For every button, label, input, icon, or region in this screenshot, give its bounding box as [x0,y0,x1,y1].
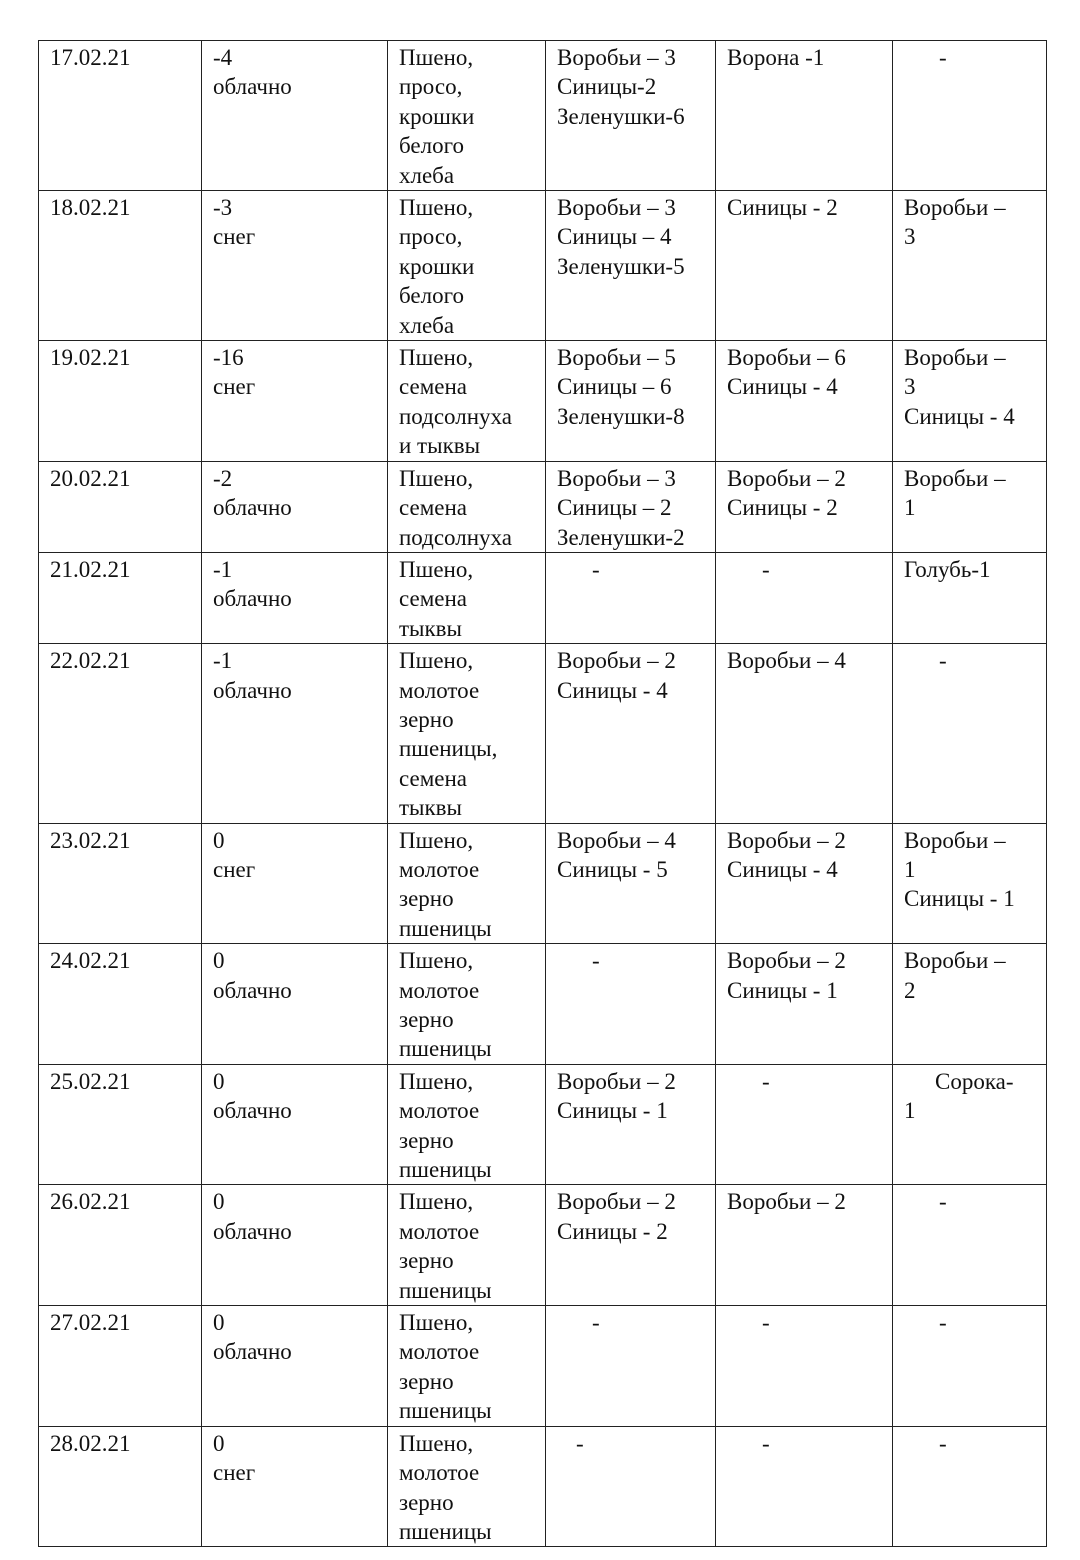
weather-cell: 0 облачно [202,1185,388,1306]
evening-birds-cell: - [893,1306,1047,1427]
food-cell: Пшено, семена тыквы [388,552,546,643]
morning-birds-cell: Воробьи – 4 Синицы - 5 [546,823,716,944]
date-cell: 18.02.21 [39,191,202,341]
weather-cell: -16 снег [202,341,388,462]
day-birds-cell: Воробьи – 6 Синицы - 4 [716,341,893,462]
date-cell: 17.02.21 [39,41,202,191]
weather-cell: 0 снег [202,823,388,944]
weather-cell: -3 снег [202,191,388,341]
bird-feeding-table [38,40,1047,1547]
date-cell: 28.02.21 [39,1426,202,1547]
morning-birds-cell: - [546,1426,716,1547]
weather-cell: -4 облачно [202,41,388,191]
morning-birds-cell: - [546,552,716,643]
weather-cell: 0 облачно [202,1064,388,1185]
day-birds-cell: Синицы - 2 [716,191,893,341]
weather-cell: -2 облачно [202,461,388,552]
table-row [39,1185,1047,1306]
evening-birds-cell: Воробьи – 3 Синицы - 4 [893,341,1047,462]
evening-birds-cell: Воробьи – 1 Синицы - 1 [893,823,1047,944]
date-cell: 23.02.21 [39,823,202,944]
evening-birds-cell: Воробьи – 2 [893,944,1047,1065]
table-row [39,644,1047,823]
table-row [39,191,1047,341]
table-row [39,1306,1047,1427]
evening-birds-cell: - [893,1426,1047,1547]
evening-birds-cell: - [893,41,1047,191]
table-row [39,461,1047,552]
evening-birds-cell: Голубь-1 [893,552,1047,643]
date-cell: 24.02.21 [39,944,202,1065]
date-cell: 20.02.21 [39,461,202,552]
table-body [39,41,1047,1547]
morning-birds-cell: Воробьи – 2 Синицы - 4 [546,644,716,823]
evening-birds-cell: - [893,1185,1047,1306]
day-birds-cell: Воробьи – 2 Синицы - 4 [716,823,893,944]
table-row [39,341,1047,462]
morning-birds-cell: Воробьи – 3 Синицы – 4 Зеленушки-5 [546,191,716,341]
table-row [39,823,1047,944]
morning-birds-cell: - [546,944,716,1065]
table-row [39,552,1047,643]
day-birds-cell: Воробьи – 4 [716,644,893,823]
food-cell: Пшено, молотое зерно пшеницы [388,1064,546,1185]
evening-birds-cell: - [893,644,1047,823]
day-birds-cell: - [716,1426,893,1547]
date-cell: 21.02.21 [39,552,202,643]
food-cell: Пшено, молотое зерно пшеницы [388,1185,546,1306]
day-birds-cell: - [716,1064,893,1185]
table-row [39,1426,1047,1547]
morning-birds-cell: Воробьи – 3 Синицы – 2 Зеленушки-2 [546,461,716,552]
food-cell: Пшено, молотое зерно пшеницы, семена тыквы [388,644,546,823]
table-row [39,944,1047,1065]
weather-cell: 0 облачно [202,1306,388,1427]
day-birds-cell: Воробьи – 2 [716,1185,893,1306]
day-birds-cell: Воробьи – 2 Синицы - 2 [716,461,893,552]
weather-cell: -1 облачно [202,644,388,823]
weather-cell: 0 облачно [202,944,388,1065]
evening-birds-cell: Воробьи – 1 [893,461,1047,552]
food-cell: Пшено, семена подсолнуха [388,461,546,552]
date-cell: 27.02.21 [39,1306,202,1427]
morning-birds-cell: Воробьи – 2 Синицы - 1 [546,1064,716,1185]
food-cell: Пшено, молотое зерно пшеницы [388,1426,546,1547]
date-cell: 22.02.21 [39,644,202,823]
food-cell: Пшено, просо, крошки белого хлеба [388,191,546,341]
date-cell: 19.02.21 [39,341,202,462]
date-cell: 25.02.21 [39,1064,202,1185]
morning-birds-cell: - [546,1306,716,1427]
weather-cell: 0 снег [202,1426,388,1547]
evening-birds-cell: Сорока- 1 [893,1064,1047,1185]
morning-birds-cell: Воробьи – 2 Синицы - 2 [546,1185,716,1306]
morning-birds-cell: Воробьи – 3 Синицы-2 Зеленушки-6 [546,41,716,191]
food-cell: Пшено, семена подсолнуха и тыквы [388,341,546,462]
food-cell: Пшено, молотое зерно пшеницы [388,823,546,944]
table-row [39,1064,1047,1185]
morning-birds-cell: Воробьи – 5 Синицы – 6 Зеленушки-8 [546,341,716,462]
food-cell: Пшено, молотое зерно пшеницы [388,944,546,1065]
date-cell: 26.02.21 [39,1185,202,1306]
food-cell: Пшено, просо, крошки белого хлеба [388,41,546,191]
day-birds-cell: Воробьи – 2 Синицы - 1 [716,944,893,1065]
food-cell: Пшено, молотое зерно пшеницы [388,1306,546,1427]
day-birds-cell: - [716,1306,893,1427]
evening-birds-cell: Воробьи – 3 [893,191,1047,341]
table-row [39,41,1047,191]
day-birds-cell: Ворона -1 [716,41,893,191]
weather-cell: -1 облачно [202,552,388,643]
day-birds-cell: - [716,552,893,643]
